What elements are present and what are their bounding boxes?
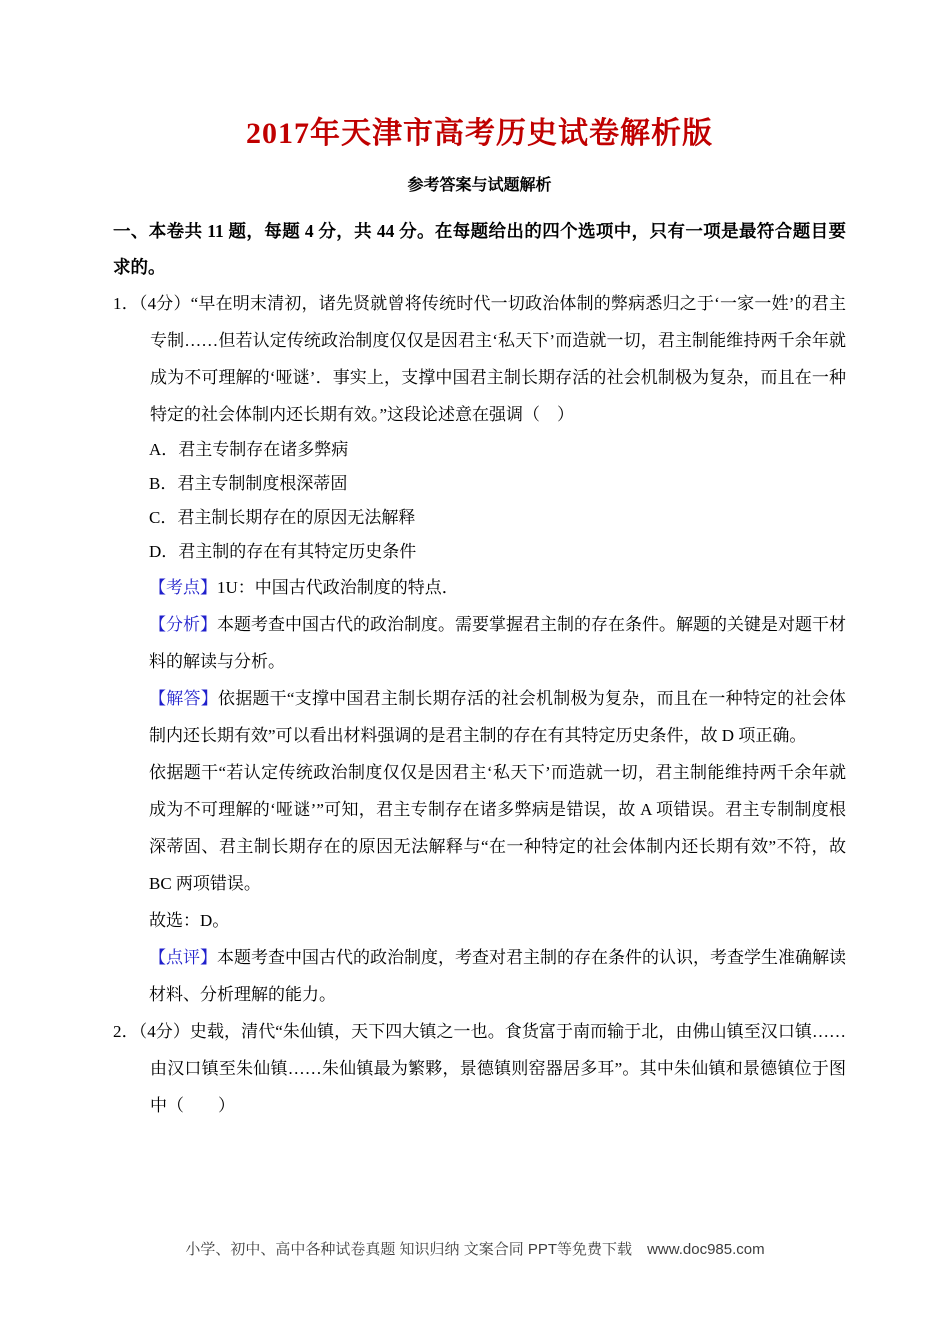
footer-text: 小学、初中、高中各种试卷真题 知识归纳 文案合同 PPT等免费下载	[185, 1241, 633, 1258]
question-1-stem: （4分）“早在明末清初，诸先贤就曾将传统时代一切政治体制的弊病悉归之于‘一家一姓’的君主专制……但若认定传统政治制度仅仅是因君主‘私天下’而造就一切，君主制能维持两千余年就成为不可理解的‘哑谜’．事实上，支撑中国君主制长期存活的社会机制极为复杂，而且在一种特定的社会体制内还长期有效。”这段论述意在强调（ ）	[138, 294, 846, 424]
footer-link[interactable]: www.doc985.com	[647, 1241, 765, 1258]
question-1	[113, 285, 846, 433]
question-1-number: 1．	[113, 294, 139, 313]
page-footer	[0, 1240, 950, 1260]
question-1-option-d: D．君主制的存在有其特定历史条件	[149, 542, 417, 561]
kaodian-label: 【考点】	[149, 578, 217, 597]
page-subtitle: 参考答案与试题解析	[407, 177, 552, 194]
dianping-text: 本题考查中国古代的政治制度，考查对君主制的存在条件的认识，考查学生准确解读材料、分析理解的能力。	[149, 948, 846, 1004]
dianping-line	[149, 939, 846, 1013]
footer-spacer	[632, 1241, 647, 1258]
question-2-stem: （4分）史载，清代“朱仙镇，天下四大镇之一也。食货富于南而输于北，由佛山镇至汉口镇……由汉口镇至朱仙镇……朱仙镇最为繁夥，景德镇则窑器居多耳”。其中朱仙镇和景德镇位于图中（ ）	[138, 1022, 847, 1115]
question-2	[113, 1013, 847, 1124]
section-heading: 一、本卷共 11 题，每题 4 分，共 44 分。在每题给出的四个选项中，只有一项是最符合题目要求的。	[113, 221, 846, 277]
jieda-continuation: 依据题干“若认定传统政治制度仅仅是因君主‘私天下’而造就一切，君主制能维持两千余年就成为不可理解的‘哑谜’”可知，君主专制存在诸多弊病是错误，故 A 项错误。君主专制制度根深蒂固、君主制长期存在的原因无法解释与“在一种特定的社会体制内还长期有效”不符，故 BC 两项错误。	[149, 763, 846, 893]
jieda-label: 【解答】	[149, 689, 218, 708]
page-title: 2017年天津市高考历史试卷解析版	[246, 117, 713, 150]
fenxi-line	[149, 606, 846, 680]
fenxi-label: 【分析】	[149, 615, 217, 634]
question-1-option-b: B．君主专制制度根深蒂固	[149, 474, 348, 493]
jieda-line	[149, 680, 846, 754]
jieda-text: 依据题干“支撑中国君主制长期存活的社会机制极为复杂，而且在一种特定的社会体制内还长期有效”可以看出材料强调的是君主制的存在有其特定历史条件，故 D 项正确。	[149, 689, 847, 745]
kaodian-text: 1U：中国古代政治制度的特点．	[217, 578, 459, 597]
question-1-option-c: C．君主制长期存在的原因无法解释	[149, 508, 416, 527]
question-2-number: 2．	[113, 1022, 139, 1041]
question-1-option-a: A．君主专制存在诸多弊病	[149, 440, 349, 459]
dianping-label: 【点评】	[149, 948, 217, 967]
fenxi-text: 本题考查中国古代的政治制度。需要掌握君主制的存在条件。解题的关键是对题干材料的解读与分析。	[149, 615, 846, 671]
answer-conclusion: 故选：D。	[149, 911, 230, 930]
kaodian-line	[149, 569, 846, 606]
